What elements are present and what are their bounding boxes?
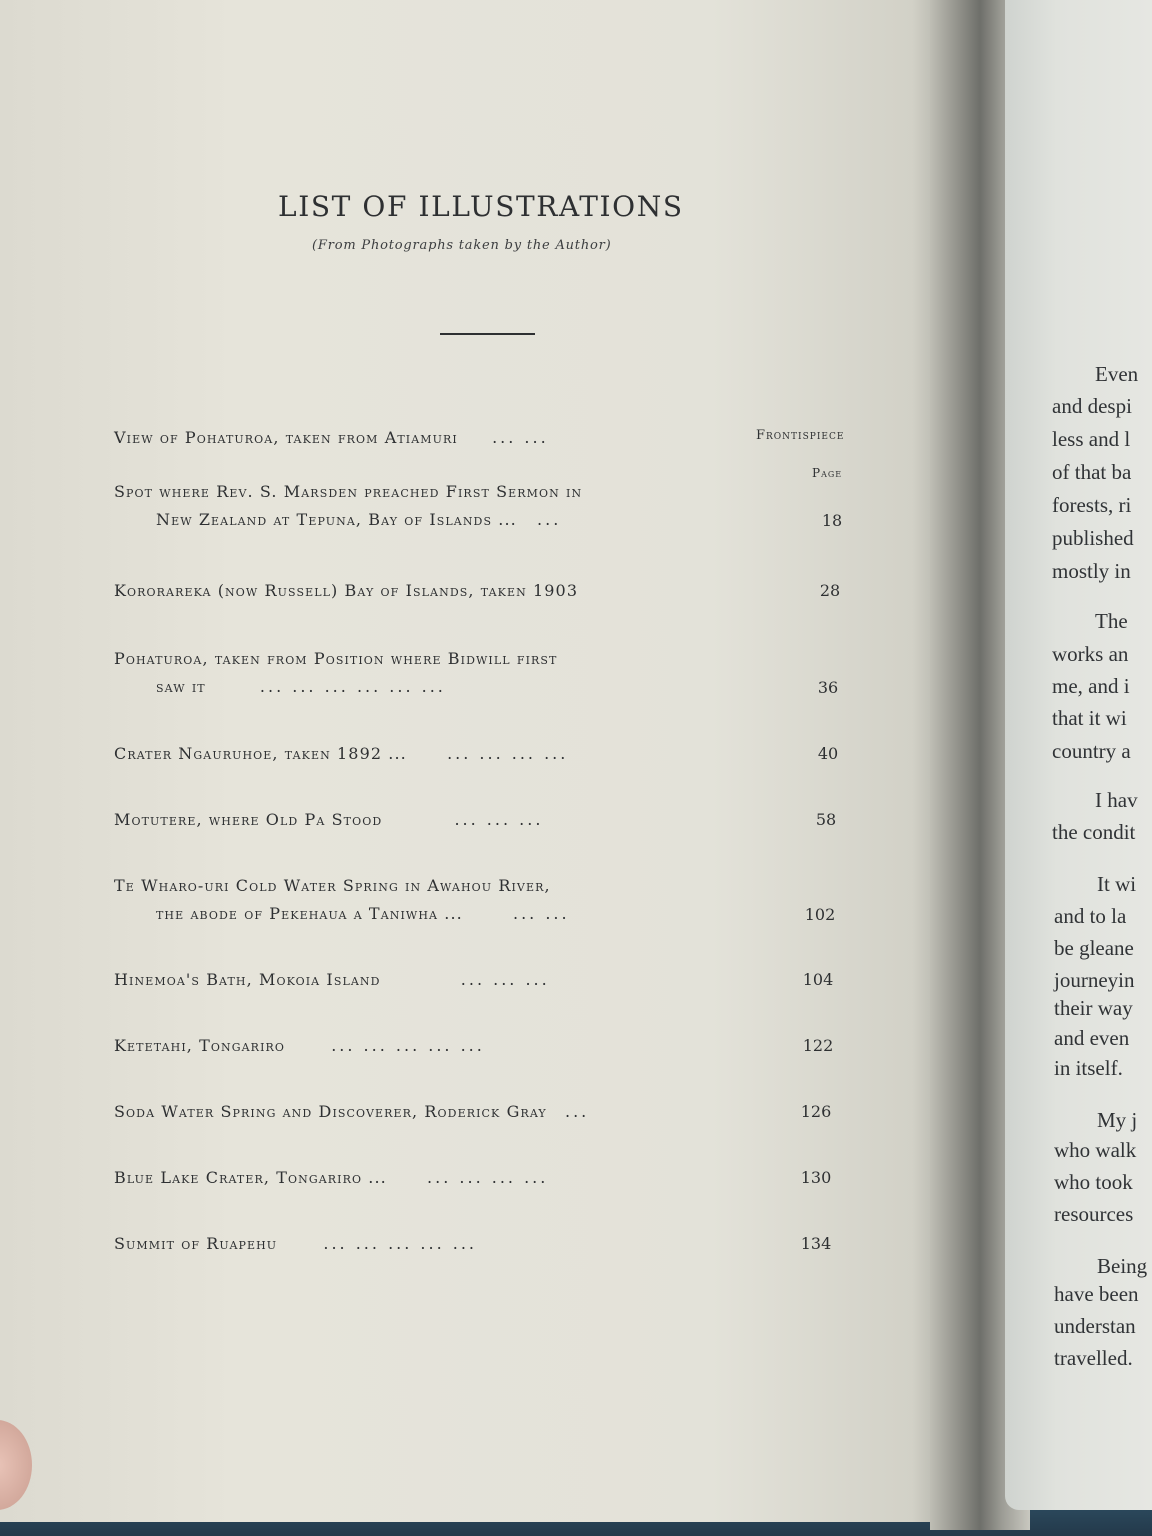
page-number: 36 [817,678,839,697]
body-text-line: mostly in [1052,559,1131,583]
entry-title: View of Pohaturoa, taken from Atiamuri [114,428,458,447]
leader-dots: ... ... ... ... ... [323,1234,478,1253]
entry-title: Hinemoa's Bath, Mokoia Island [114,970,381,989]
title-divider [440,333,535,335]
page-number: 18 [821,511,843,530]
entry-title: Blue Lake Crater, Tongariro ... [114,1168,387,1187]
body-text-line: The [1095,609,1128,633]
body-text-line: the condit [1052,820,1136,844]
body-text-line: who took [1054,1170,1133,1194]
list-item [114,577,578,605]
list-item [114,645,557,701]
leader-dots: ... ... [513,904,570,923]
entry-title: Pohaturoa, taken from Position where Bidwill first [114,649,558,668]
body-text-line: in itself. [1054,1056,1123,1080]
body-text-line: and even [1054,1026,1130,1050]
body-text-line: forests, ri [1052,493,1132,517]
body-text-line: published [1052,526,1134,550]
leader-dots: ... [564,1102,590,1121]
leader-dots: ... ... ... ... [427,1168,549,1187]
page-title: LIST OF ILLUSTRATIONS [278,190,684,223]
list-item [114,806,543,834]
page-column-label: Page [812,466,843,480]
body-text-line: It wi [1097,872,1137,896]
list-item [114,966,550,994]
entry-title: Soda Water Spring and Discoverer, Roderick Gray [114,1102,547,1121]
page-number: 102 [804,905,836,924]
page-number: 130 [800,1168,832,1187]
body-text-line: understan [1054,1314,1136,1338]
leader-dots: ... ... [492,428,549,447]
page-number: 58 [815,810,837,829]
body-text-line: be gleane [1054,936,1134,960]
body-text-line: have been [1054,1282,1139,1306]
entry-title-continued: saw it [156,677,206,696]
page-number: 40 [817,744,839,763]
body-text-line: less and l [1052,427,1131,451]
entry-title: Motutere, where Old Pa Stood [114,810,383,829]
leader-dots: ... ... ... ... ... ... [259,677,446,696]
body-text-line: I hav [1095,788,1138,812]
list-item [114,1098,589,1126]
list-item [114,872,570,928]
body-text-line: country a [1052,739,1131,763]
list-item [114,1230,477,1258]
leader-dots: ... ... ... ... [447,744,569,763]
list-item [114,1032,485,1060]
list-item [114,478,582,534]
body-text-line: works an [1052,642,1129,666]
entry-title: Ketetahi, Tongariro [114,1036,286,1055]
leader-dots: ... ... ... ... ... [331,1036,485,1055]
body-text-line: resources [1054,1202,1134,1226]
page-number: 134 [800,1234,832,1253]
entry-title-continued: New Zealand at Tepuna, Bay of Islands ... [156,510,517,529]
page-number: 28 [819,581,841,600]
body-text-line: that it wi [1052,706,1127,730]
body-text-line: me, and i [1052,674,1130,698]
list-item [114,740,568,768]
frontispiece-label: Frontispiece [756,428,845,443]
entry-title: Crater Ngauruhoe, taken 1892 ... [114,744,407,763]
list-item [114,1164,548,1192]
leader-dots: ... ... ... [460,970,550,989]
body-text-line: Being [1097,1254,1148,1278]
body-text-line: My j [1097,1108,1138,1132]
entry-title: Kororareka (now Russell) Bay of Islands, taken 1903 [114,581,579,600]
body-text-line: Even [1095,362,1139,386]
list-item [114,424,549,452]
entry-title: Te Wharo-uri Cold Water Spring in Awahou River, [114,876,551,895]
page-subtitle: (From Photographs taken by the Author) [312,238,612,253]
body-text-line: journeyin [1054,968,1135,992]
body-text-line: travelled. [1054,1346,1133,1370]
page-number: 122 [802,1036,834,1055]
entry-title: Summit of Ruapehu [114,1234,278,1253]
entry-title-continued: the abode of Pekehaua a Taniwha ... [156,904,463,923]
leader-dots: ... [537,510,562,529]
entry-title: Spot where Rev. S. Marsden preached First Sermon in [114,482,583,501]
body-text-line: who walk [1054,1138,1137,1162]
leader-dots: ... ... ... [454,810,544,829]
page-number: 104 [802,970,834,989]
body-text-line: their way [1054,996,1133,1020]
body-text-line: and despi [1052,394,1132,418]
body-text-line: of that ba [1052,460,1132,484]
body-text-line: and to la [1054,904,1127,928]
page-number: 126 [800,1102,832,1121]
